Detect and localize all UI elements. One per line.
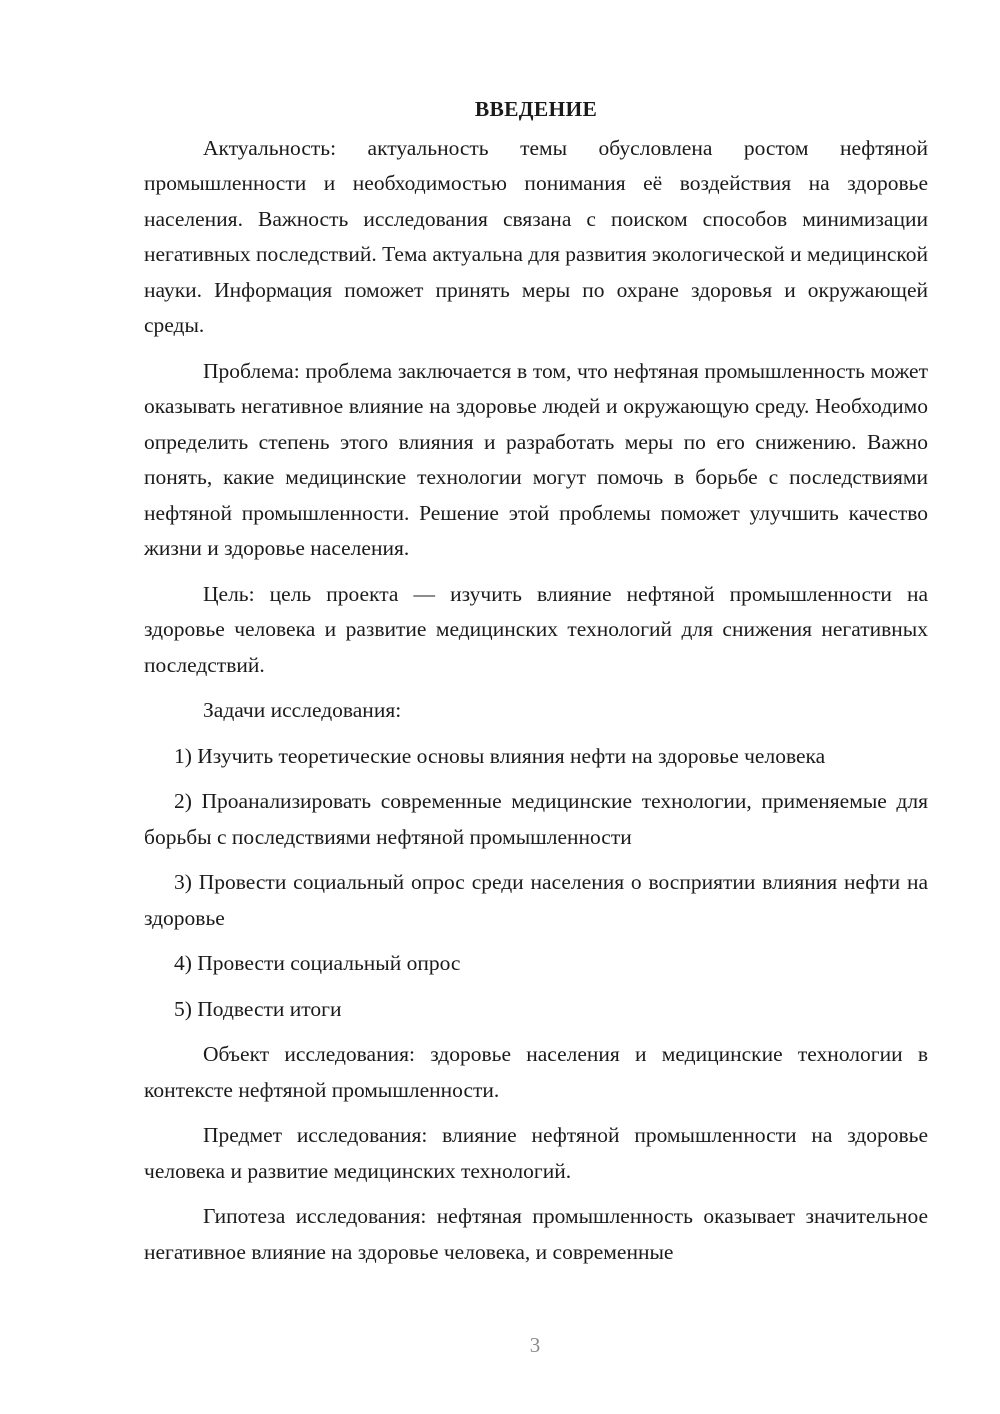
list-item: 2) Проанализировать современные медицинские технологии, применяемые для борьбы с последствиями нефтяной промышленности: [144, 789, 928, 849]
list-item: 4) Провести социальный опрос: [174, 951, 461, 975]
page-body: [144, 92, 928, 1280]
list-item: 1) Изучить теоретические основы влияния нефти на здоровье человека: [174, 743, 826, 768]
relevance-paragraph: Актуальность: актуальность темы обусловлена ростом нефтяной промышленности и необходимостью понимания её воздействия на здоровье населения. Важность исследования связана с поиском способов минимизации негативных последствий. Тема актуальна для развития экологической и медицинской науки. Информация поможет принять меры по охране здоровья и окружающей среды.: [144, 135, 928, 337]
goal-paragraph: Цель: цель проекта — изучить влияние нефтяной промышленности на здоровье человека и развитие медицинских технологий для снижения негативных последствий.: [144, 581, 928, 677]
page-title: ВВЕДЕНИЕ: [474, 97, 598, 121]
subject-paragraph: Предмет исследования: влияние нефтяной промышленности на здоровье человека и развитие медицинских технологий.: [144, 1123, 928, 1183]
tasks-heading: Задачи исследования:: [203, 698, 402, 722]
problem-paragraph: Проблема: проблема заключается в том, что нефтяная промышленность может оказывать негативное влияние на здоровье людей и окружающую среду. Необходимо определить степень этого влияния и разработать меры по его снижению. Важно понять, какие медицинские технологии могут помочь в борьбе с последствиями нефтяной промышленности. Решение этой проблемы поможет улучшить качество жизни и здоровье населения.: [144, 358, 928, 560]
object-paragraph: Объект исследования: здоровье населения и медицинские технологии в контексте нефтяной промышленности.: [144, 1042, 928, 1102]
tasks-list: [144, 739, 928, 1028]
hypothesis-paragraph: Гипотеза исследования: нефтяная промышленность оказывает значительное негативное влияние на здоровье человека, и современные: [144, 1204, 928, 1264]
list-item: 5) Подвести итоги: [174, 996, 342, 1021]
list-item: 3) Провести социальный опрос среди населения о восприятии влияния нефти на здоровье: [144, 870, 928, 930]
page-number: 3: [529, 1333, 541, 1357]
